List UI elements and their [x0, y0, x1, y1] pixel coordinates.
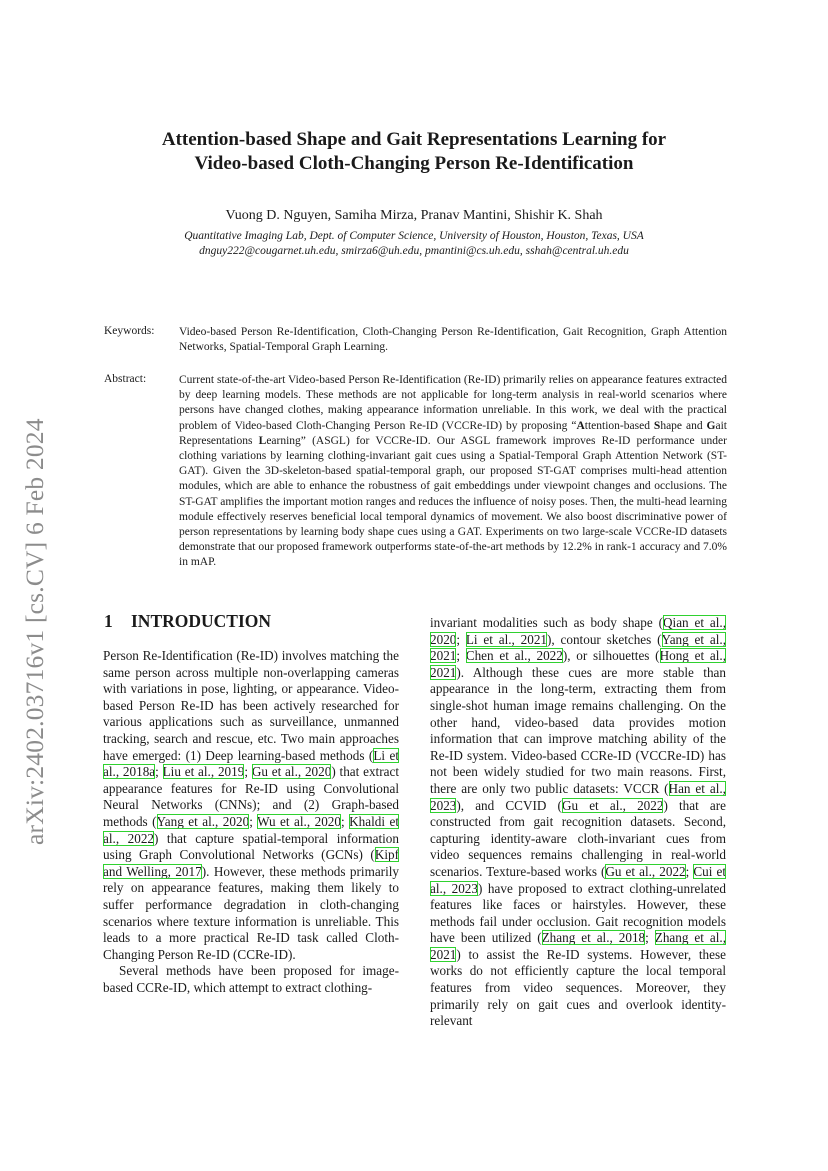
- paragraph-text: ;: [685, 863, 694, 879]
- paragraph-text: ;: [456, 648, 466, 664]
- paragraph-text: ;: [456, 631, 466, 647]
- abstract-bold-letter: A: [576, 419, 585, 432]
- citation-link[interactable]: Gu et al., 2020: [251, 764, 332, 780]
- paragraph-text: ) to assist the Re-ID systems. However, these works do not efficiently capture the local temporal features from video sequences. Moreover, they primarily rely on gait cues and overlook identity-relevant: [430, 946, 726, 1029]
- citation-link[interactable]: Khaldi et al., 2022: [103, 813, 399, 846]
- section-title: INTRODUCTION: [131, 611, 272, 631]
- paragraph-text: ). However, these methods primarily rely on appearance features, making them likely to suffer performance degradation in cloth-changing scenarios where texture information is unreliable. This leads to a more practical Re-ID task called Cloth-Changing Person Re-ID (CCRe-ID).: [103, 863, 399, 962]
- abstract-text-part: earning” (ASGL) for VCCRe-ID. Our ASGL framework improves Re-ID performance under clothing variations by learning clothing-invariant gait cues using a Spatial-Temporal Graph Attention Network (ST-GAT). Given the 3D-skeleton-based spatial-temporal graph, our proposed ST-GAT comprises multi-head attention modules, which are able to enhance the robustness of gait embeddings under viewpoint changes and occlusions. The ST-GAT amplifies the important motion ranges and reduces the influence of noisy poses. Then, the multi-head learning module effectively reserves beneficial local temporal dynamics of movement. We also boost discriminative power of person representations by learning body shape cues using a GAT. Experiments on two large-scale VCCRe-ID datasets demonstrate that our proposed framework outperforms state-of-the-art methods by 12.2% in rank-1 accuracy and 7.0% in mAP.: [179, 434, 727, 569]
- citation-link[interactable]: Yang et al., 2020: [156, 813, 250, 829]
- paragraph-text: ), contour sketches (: [547, 631, 662, 647]
- abstract-label: Abstract:: [104, 373, 147, 385]
- abstract-text-part: ttention-based: [584, 419, 654, 432]
- abstract-text: [179, 373, 727, 571]
- citation-link[interactable]: Yang et al., 2021: [430, 631, 726, 664]
- left-column: [103, 648, 399, 996]
- citation-link[interactable]: Han et al., 2023: [430, 780, 726, 813]
- citation-link[interactable]: Zhang et al., 2021: [430, 930, 727, 962]
- citation-link[interactable]: Zhang et al., 2018: [541, 930, 646, 946]
- paragraph-text: ), and CCVID (: [456, 797, 562, 813]
- paragraph-text: ;: [155, 764, 163, 780]
- abstract-bold-letter: G: [706, 419, 716, 432]
- paragraph-text: ), or silhouettes (: [562, 648, 660, 664]
- paragraph-text: ) that are constructed from gait recognition datasets. Second, capturing identity-aware cloth-invariant cues from video sequences remains challenging in real-world scenarios. Texture-based works (: [430, 797, 727, 879]
- intro-paragraph-continued: [430, 615, 726, 1030]
- abstract-text-part: ait Representations: [179, 419, 727, 447]
- citation-link[interactable]: Gu et al., 2022: [605, 863, 686, 879]
- affiliation-block: [100, 229, 728, 258]
- paper-title: [100, 128, 728, 176]
- abstract-text-part: Current state-of-the-art Video-based Person Re-Identification (Re-ID) primarily relies on appearance features extracted by deep learning models. These methods are not applicable for long-term analysis in real-world scenarios where persons have changed clothes, making appearance information unreliable. In this work, we deal with the practical problem of Video-based Cloth-Changing Person Re-ID (VCCRe-ID) by proposing “: [179, 374, 727, 432]
- right-column: [430, 615, 726, 1030]
- abstract-text-part: hape and: [660, 419, 707, 432]
- abstract-bold-letter: S: [653, 419, 661, 432]
- paragraph-text: ;: [645, 930, 655, 946]
- authors: Vuong D. Nguyen, Samiha Mirza, Pranav Mantini, Shishir K. Shah: [225, 208, 603, 223]
- abstract-bold-letter: L: [258, 434, 267, 447]
- paragraph-text: ;: [244, 764, 252, 780]
- intro-paragraph-1: [103, 648, 399, 963]
- section-number: 1: [104, 611, 113, 631]
- title-line-2: Video-based Cloth-Changing Person Re-Identification: [194, 153, 634, 174]
- paragraph-text: ;: [249, 813, 258, 829]
- paragraph-text: ;: [340, 813, 350, 829]
- title-line-1: Attention-based Shape and Gait Representations Learning for: [161, 129, 667, 150]
- citation-link[interactable]: Li et al., 2018a: [103, 747, 399, 780]
- citation-link[interactable]: Li et al., 2021: [465, 631, 548, 647]
- paragraph-text: ). Although these cues are more stable than appearance in the long-term, extracting them from single-shot human image remains challenging. On the other hand, video-based data provides motion information that can improve matching ability of the Re-ID system. Video-based CCRe-ID (VCCRe-ID) has not been widely studied for two main reasons. First, there are only two public datasets: VCCR (: [430, 664, 726, 796]
- citation-link[interactable]: Liu et al., 2019: [162, 764, 245, 780]
- keywords-label: Keywords:: [104, 325, 155, 337]
- paragraph-text: ) that capture spatial-temporal information using Graph Convolutional Networks (GCNs) (: [103, 830, 399, 863]
- paragraph-text: ) have proposed to extract clothing-unrelated features like faces or hairstyles. However, these methods fail under occlusion. Gait recognition models have been utilized (: [430, 880, 726, 946]
- section-heading: [104, 611, 271, 632]
- affiliation: Quantitative Imaging Lab, Dept. of Computer Science, University of Houston, Houston, Texas, USA: [184, 230, 644, 242]
- citation-link[interactable]: Gu et al., 2022: [561, 797, 664, 813]
- citation-link[interactable]: Cui et al., 2023: [430, 863, 726, 896]
- citation-link[interactable]: Chen et al., 2022: [465, 648, 563, 664]
- citation-link[interactable]: Wu et al., 2020: [257, 813, 341, 829]
- citation-link[interactable]: Hong et al., 2021: [430, 648, 726, 680]
- emails: dnguy222@cougarnet.uh.edu, smirza6@uh.edu, pmantini@cs.uh.edu, sshah@central.uh.edu: [199, 244, 629, 257]
- intro-paragraph-2: Several methods have been proposed for image-based CCRe-ID, which attempt to extract clothing-: [103, 963, 399, 995]
- arxiv-identifier-stamp: arXiv:2402.03716v1 [cs.CV] 6 Feb 2024: [20, 418, 49, 845]
- keywords-text: Video-based Person Re-Identification, Cloth-Changing Person Re-Identification, Gait Recognition, Graph Attention Networks, Spatial-Temporal Graph Learning.: [179, 326, 727, 354]
- citation-link[interactable]: Kipf and Welling, 2017: [103, 847, 399, 879]
- paragraph-text: ) that extract appearance features for Re-ID using Convolutional Neural Networks (CNNs); and (2) Graph-based methods (: [103, 764, 399, 829]
- paragraph-text: invariant modalities such as body shape (: [430, 615, 663, 630]
- paragraph-text: Person Re-Identification (Re-ID) involves matching the same person across multiple non-overlapping cameras with variations in pose, lighting, or appearance. Video-based Person Re-ID has been actively researched for various applications such as surveillance, unmanned tracking, search and rescue, etc. Two main approaches have emerged: (1) Deep learning-based methods (: [103, 648, 399, 763]
- citation-link[interactable]: Qian et al., 2020: [430, 615, 727, 647]
